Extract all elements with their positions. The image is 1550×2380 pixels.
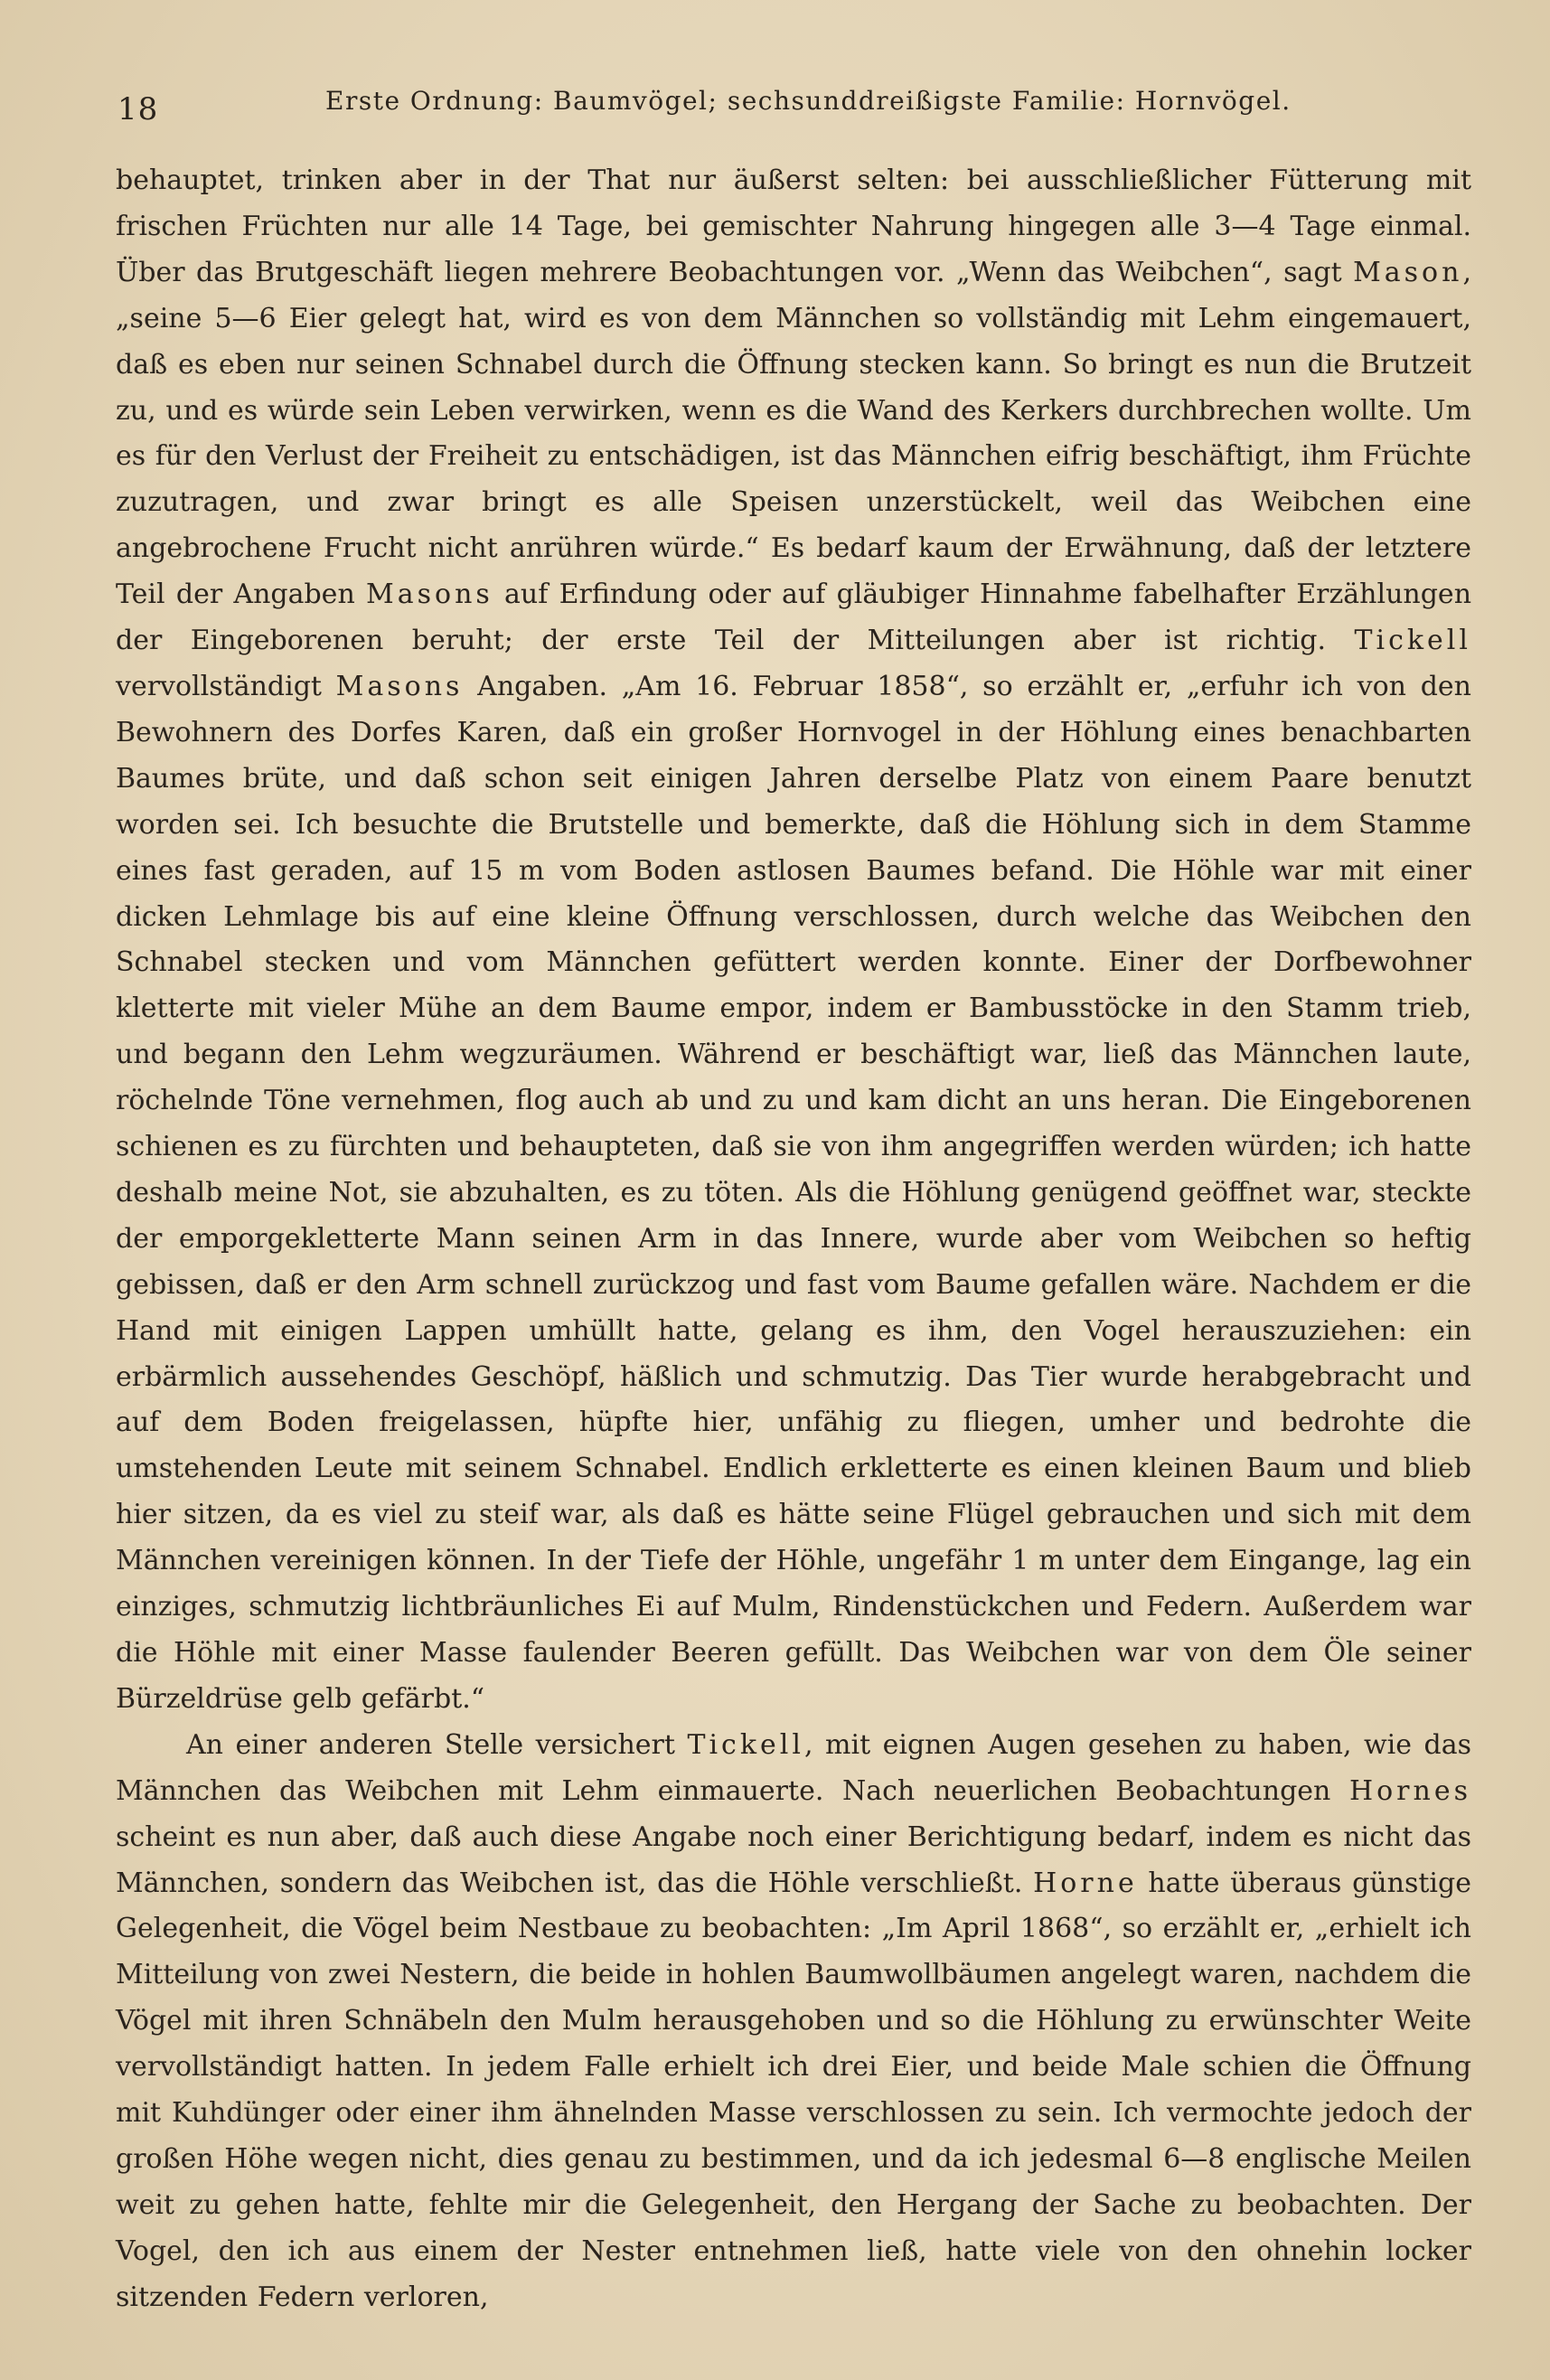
paragraph-1 xyxy=(116,158,1471,1723)
author-name: Masons xyxy=(366,579,493,611)
text-segment: vervollständigt xyxy=(116,670,336,702)
author-name: Masons xyxy=(335,670,464,702)
page-number: 18 xyxy=(117,91,159,127)
paragraph-2 xyxy=(116,1723,1471,2321)
author-name: Horne xyxy=(1033,1867,1138,1899)
body-text xyxy=(116,158,1471,2337)
text-segment: hatte überaus günstige Gelegenheit, die Vögel beim Nestbaue zu beobachten: „Im April 1868“, so erzählt er, „erhielt ich Mitteilung von zwei Nestern, die beide in hohlen Baumwollbäumen angelegt waren, nachdem die Vögel mit ihren Schnäbeln den Mulm herausgehoben und so die Höhlung zu erwünschter Weite vervollständigt hatten. In jedem Falle erhielt ich drei Eier, und beide Male schien die Öffnung mit Kuhdünger oder einer ihm ähnelnden Masse verschlossen zu sein. Ich vermochte jedoch der großen Höhe wegen nicht, dies genau zu bestimmen, und da ich jedesmal 6—8 englische Meilen weit zu gehen hatte, fehlte mir die Gelegenheit, den Hergang der Sache zu beobachten. Der Vogel, den ich aus einem der Nester entnehmen ließ, hatte viele von den ohnehin locker sitzenden Federn verloren, xyxy=(116,1867,1471,2313)
page-header xyxy=(108,86,1473,131)
author-name: Hornes xyxy=(1348,1774,1471,1807)
text-segment: Angaben. „Am 16. Februar 1858“, so erzählt er, „erfuhr ich von den Bewohnern des Dorfes Karen, daß ein großer Hornvogel in der Höhlung eines benachbarten Baumes brüte, und daß schon seit einigen Jahren derselbe Platz von einem Paare benutzt worden sei. Ich besuchte die Brutstelle und bemerkte, daß die Höhlung sich in dem Stamme eines fast geraden, auf 15 m vom Boden astlosen Baumes befand. Die Höhle war mit einer dicken Lehmlage bis auf eine kleine Öffnung verschlossen, durch welche das Weibchen den Schnabel stecken und vom Männchen gefüttert werden konnte. Einer der Dorfbewohner kletterte mit vieler Mühe an dem Baume empor, indem er Bambusstöcke in den Stamm trieb, und begann den Lehm wegzuräumen. Während er beschäftigt war, ließ das Männchen laute, röchelnde Töne vernehmen, flog auch ab und zu und kam dicht an uns heran. Die Eingeborenen schienen es zu fürchten und behaupteten, daß sie von ihm angegriffen werden würden; ich hatte deshalb meine Not, sie abzuhalten, es zu töten. Als die Höhlung genügend geöffnet war, steckte der emporgekletterte Mann seinen Arm in das Innere, wurde aber vom Weibchen so heftig gebissen, daß er den Arm schnell zurückzog und fast vom Baume gefallen wäre. Nachdem er die Hand mit einigen Lappen umhüllt hatte, gelang es ihm, den Vogel herauszuziehen: ein erbärmlich aussehendes Geschöpf, häßlich und schmutzig. Das Tier wurde herabgebracht und auf dem Boden freigelassen, hüpfte hier, unfähig zu fliegen, umher und bedrohte die umstehenden Leute mit seinem Schnabel. Endlich erkletterte es einen kleinen Baum und blieb hier sitzen, da es viel zu steif war, als daß es hätte seine Flügel gebrauchen und sich mit dem Männchen vereinigen können. In der Tiefe der Höhle, ungefähr 1 m unter dem Eingange, lag ein einziges, schmutzig lichtbräunliches Ei auf Mulm, Rindenstückchen und Federn. Außerdem war die Höhle mit einer Masse faulender Beeren gefüllt. Das Weibchen war von dem Öle seiner Bürzeldrüse gelb gefärbt.“ xyxy=(116,670,1471,1715)
text-segment: An einer anderen Stelle versichert xyxy=(186,1728,688,1761)
text-segment: scheint es nun aber, daß auch diese Angabe noch einer Berichtigung bedarf, indem es nicht das Männchen, sondern das Weibchen ist, das die Höhle verschließt. xyxy=(116,1820,1471,1899)
author-name: Mason xyxy=(1353,256,1463,288)
text-segment: auf Erfindung oder auf gläubiger Hinnahme fabelhafter Erzählungen der Eingeborenen beruht; der erste Teil der Mitteilungen aber ist richtig. xyxy=(116,579,1472,657)
text-segment: behauptet, trinken aber in der That nur äußerst selten: bei ausschließlicher Fütterung mit frischen Früchten nur alle 14 Tage, bei gemischter Nahrung hingegen alle 3—4 Tage einmal. Über das Brutgeschäft liegen mehrere Beobachtungen vor. „Wenn das Weibchen“, sagt xyxy=(116,165,1471,288)
running-head: Erste Ordnung: Baumvögel; sechsunddreißigste Familie: Hornvögel. xyxy=(325,86,1292,116)
author-name: Tickell xyxy=(687,1728,804,1761)
book-page xyxy=(108,86,1473,2346)
author-name: Tickell xyxy=(1354,625,1471,657)
text-segment: , mit eignen Augen gesehen zu haben, wie das Männchen das Weibchen mit Lehm einmauerte. Nach neuerlichen Beobachtungen xyxy=(116,1728,1471,1807)
text-segment: , „seine 5—6 Eier gelegt hat, wird es von dem Männchen so vollständig mit Lehm eingemauert, daß es eben nur seinen Schnabel durch die Öffnung stecken kann. So bringt es nun die Brutzeit zu, und es würde sein Leben verwirken, wenn es die Wand des Kerkers durchbrechen wollte. Um es für den Verlust der Freiheit zu entschädigen, ist das Männchen eifrig beschäftigt, ihm Früchte zuzutragen, und zwar bringt es alle Speisen unzerstückelt, weil das Weibchen eine angebrochene Frucht nicht anrühren würde.“ Es bedarf kaum der Erwähnung, daß der letztere Teil der Angaben xyxy=(116,256,1471,611)
